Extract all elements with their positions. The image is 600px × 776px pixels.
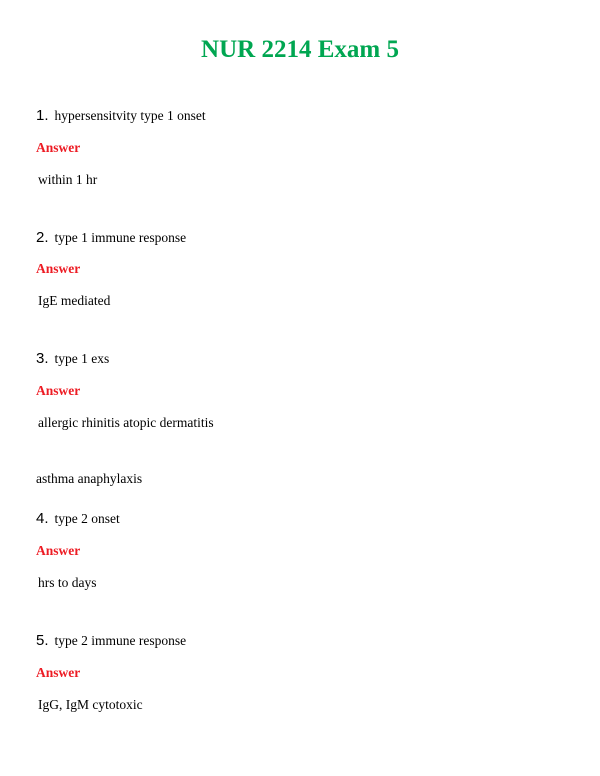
question-text: type 2 onset xyxy=(54,511,120,526)
answer-text: asthma anaphylaxis xyxy=(36,471,143,486)
answer-text: IgG, IgM cytotoxic xyxy=(38,697,143,712)
question-text: type 2 immune response xyxy=(54,633,187,648)
question-text: type 1 immune response xyxy=(54,230,187,245)
question-number: 2. xyxy=(36,229,49,246)
answer-label: Answer xyxy=(36,140,81,155)
answer-text: within 1 hr xyxy=(38,172,98,187)
question-line xyxy=(36,632,186,650)
question-line xyxy=(36,107,206,125)
answer-label: Answer xyxy=(36,383,81,398)
question-number: 3. xyxy=(36,350,49,367)
question-number: 1. xyxy=(36,107,49,124)
answer-text: allergic rhinitis atopic dermatitis xyxy=(38,415,214,430)
question-text: type 1 exs xyxy=(54,351,110,366)
question-number: 4. xyxy=(36,510,49,527)
answer-text: hrs to days xyxy=(38,575,97,590)
answer-label: Answer xyxy=(36,543,81,558)
answer-label: Answer xyxy=(36,261,81,276)
question-line xyxy=(36,510,120,528)
question-line xyxy=(36,229,186,247)
answer-text: IgE mediated xyxy=(38,293,111,308)
answer-label: Answer xyxy=(36,665,81,680)
page-title: NUR 2214 Exam 5 xyxy=(201,36,399,63)
question-line xyxy=(36,350,109,368)
question-number: 5. xyxy=(36,632,49,649)
question-text: hypersensitvity type 1 onset xyxy=(54,108,206,123)
